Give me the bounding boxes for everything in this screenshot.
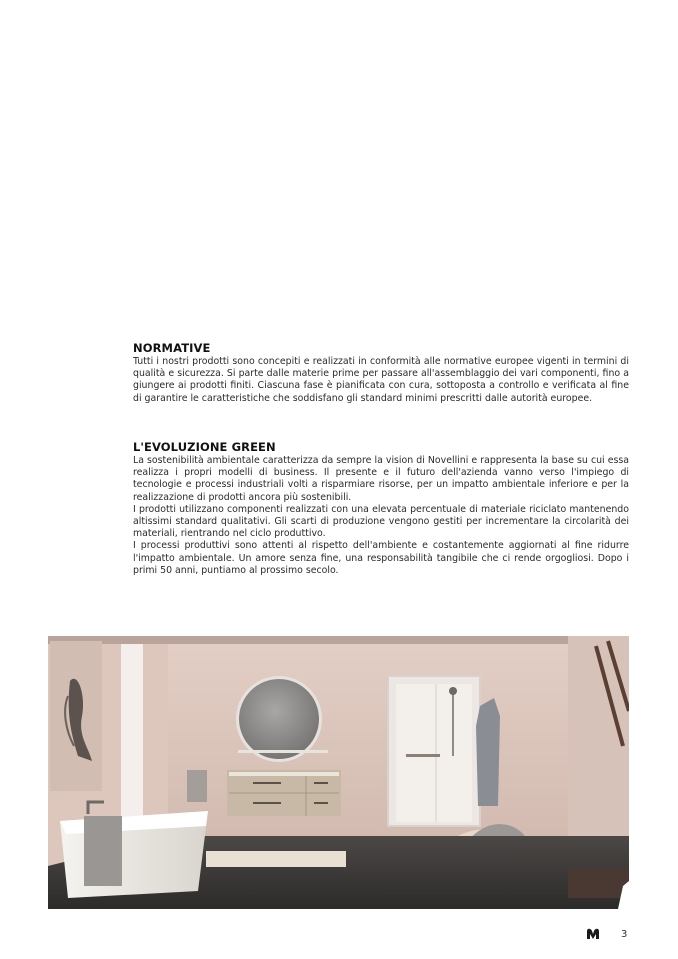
novellini-logo-icon xyxy=(586,928,600,940)
section-paragraph: Tutti i nostri prodotti sono concepiti e realizzati in conformità alle normative europee vigenti in termini di qualità e sicurezza. Si parte dalle materie prime per passare all'assemblaggio dei vari componenti, fino a giungere ai prodotti finiti. Ciascuna fase è pianificata con cura, sottoposta a controllo e verificata al fine di garantire le caratteristiche che soddisfano gli standard minimi prescritti dalle autorità europee. xyxy=(133,356,629,404)
section-paragraph: La sostenibilità ambientale caratterizza da sempre la vision di Novellini e rappresenta la base su cui essa realizza i propri modelli di business. Il presente e il futuro dell'azienda vanno verso l'impiego di tecnologie e processi industriali volti a risparmiare risorse, per un impatto ambientale inferiore e per la realizzazione di prodotti ancora più sostenibili. xyxy=(133,455,629,503)
page-number: 3 xyxy=(621,929,628,940)
bathroom-photo xyxy=(48,636,629,909)
section-paragraph: I prodotti utilizzano componenti realizzati con una elevata percentuale di materiale riciclato mantenendo altissimi standard qualitativi. Gli scarti di produzione vengono gestiti per incrementare la circolarità dei materiali, rientrando nel ciclo produttivo. xyxy=(133,503,629,540)
section-heading: NORMATIVE xyxy=(133,341,211,355)
section-normative xyxy=(133,341,629,405)
section-evoluzione-green xyxy=(133,440,629,577)
section-paragraph: I processi produttivi sono attenti al rispetto dell'ambiente e costantemente aggiornati al fine ridurre l'impatto ambientale. Un amore senza fine, una responsabilità tangibile che ci rende orgogliosi. Dopo i primi 50 anni, puntiamo al prossimo secolo. xyxy=(133,540,629,576)
section-heading: L'EVOLUZIONE GREEN xyxy=(133,440,276,454)
